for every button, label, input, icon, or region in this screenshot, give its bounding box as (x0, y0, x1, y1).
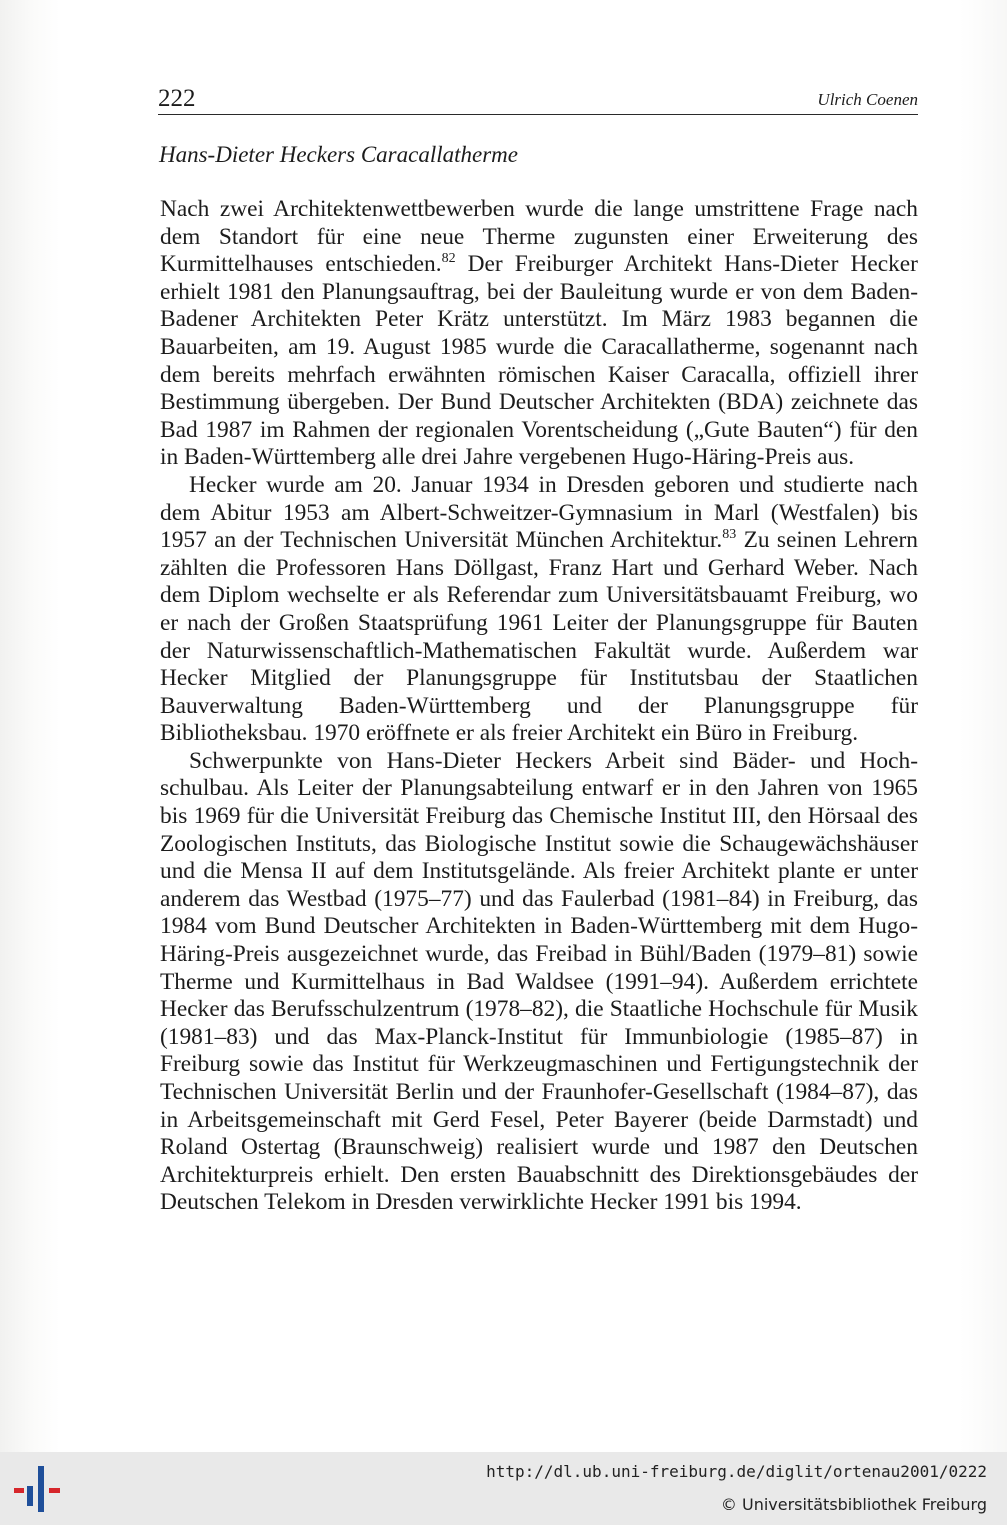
section-title: Hans-Dieter Heckers Caracallatherme (159, 142, 518, 167)
running-head-author: Ulrich Coenen (817, 90, 918, 109)
footnote-ref-82[interactable]: 82 (441, 251, 456, 267)
paragraph-1-text-b: Der Freiburger Architekt Hans-Dieter Hecker erhielt 1981 den Planungsauftrag, bei der Bauleitung wurde er von dem Baden-Badener Architekten Peter Krätz unterstützt. Im März 1983 begannen die Bauarbeiten, am 19. August 1985 wurde die Caracallatherme, sogenannt nach dem bereits mehrfach erwähnten römischen Kaiser Caracalla, offiziell ihrer Bestimmung übergeben. Der Bund Deutscher Architekten (BDA) zeichnete das Bad 1987 im Rahmen der regionalen Vorentscheidung („Gute Bauten“) für den in Baden-Württemberg alle drei Jahre vergebenen Hugo-Häring-Preis aus. (160, 251, 918, 471)
page-header (158, 82, 918, 115)
paragraph-1 (160, 196, 918, 472)
paragraph-3: Schwerpunkte von Hans-Dieter Heckers Arbeit sind Bäder- und Hochschulbau. Als Leiter der Planungsabteilung entwarf er in den Jahren von 1965 bis 1969 für die Universität Freiburg das Chemische Institut III, den Hörsaal des Zoologischen Instituts, das Biologische Institut sowie die Schaugewächshäuser und die Mensa II auf dem Institutsgelände. Als freier Architekt plante er unter anderem das Westbad (1975–77) und das Faulerbad (1981–84) in Freiburg, das 1984 vom Bund Deutscher Architekten in Baden-Württemberg mit dem Hugo-Häring-Preis ausgezeichnet wurde, das Freibad in Bühl/Baden (1979–81) sowie Therme und Kurmittelhaus in Bad Waldsee (1991–94). Außerdem errichtete Hecker das Berufsschulzentrum (1978–82), die Staatliche Hochschule für Musik (1981–83) und das Max-Planck-Institut für Immunbiologie (1985–87) in Freiburg sowie das Institut für Werkzeugmaschinen und Fertigungstechnik der Technischen Universität Berlin und der Fraunhofer-Gesellschaft (1984–87), das in Arbeitsgemeinschaft mit Gerd Fesel, Peter Bayerer (beide Darmstadt) und Roland Ostertag (Braunschweig) realisiert wurde und 1987 den Deutschen Architekturpreis erhielt. Den ersten Bauabschnitt des Direktionsgebäudes der Deutschen Telekom in Dresden verwirklichte Hecker 1991 bis 1994. (160, 747, 918, 1216)
page-number: 222 (158, 85, 196, 112)
viewer-footer (0, 1452, 1007, 1525)
logo-blue-short-bar (27, 1486, 33, 1506)
permalink-url[interactable]: http://dl.ub.uni-freiburg.de/diglit/ortenau2001/0222 (486, 1462, 987, 1481)
footnote-ref-83[interactable]: 83 (722, 527, 737, 543)
copyright-notice: © Universitätsbibliothek Freiburg (720, 1495, 987, 1514)
paragraph-2-text-a: Hecker wurde am 20. Januar 1934 in Dresden geboren und studierte nach dem Abitur 1953 am Albert-Schweitzer-Gymnasium in Marl (Westfalen) bis 1957 an der Technischen Universität München Architektur. (160, 471, 918, 554)
logo-red-right-bar (49, 1488, 60, 1493)
ub-freiburg-logo-icon[interactable] (12, 1464, 64, 1514)
body-text (160, 196, 918, 1217)
logo-blue-tall-bar (38, 1466, 44, 1512)
paragraph-2 (160, 472, 918, 748)
logo-red-left-bar (14, 1488, 24, 1493)
paragraph-1-text-a: Nach zwei Architektenwettbewerben wurde die lange umstrittene Frage nach dem Standort für eine neue Therme zugunsten einer Erweiterung des Kurmittelhauses entschieden. (160, 196, 918, 278)
paragraph-2-text-b: Zu seinen Lehrern zählten die Professoren Hans Döllgast, Franz Hart und Gerhard Weber. Nach dem Diplom wechselte er als Referendar zum Universitätsbauamt Freiburg, wo er nach der Großen Staatsprüfung 1961 Leiter der Planungsgruppe für Bauten der Naturwissenschaftlich-Mathematischen Fakultät wurde. Außerdem war Hecker Mitglied der Planungsgruppe für Institutsbau der Staatlichen Bauverwaltung Baden-Württemberg und der Planungsgruppe für Bibliotheksbau. 1970 eröffnete er als freier Architekt ein Büro in Freiburg. (160, 527, 918, 747)
